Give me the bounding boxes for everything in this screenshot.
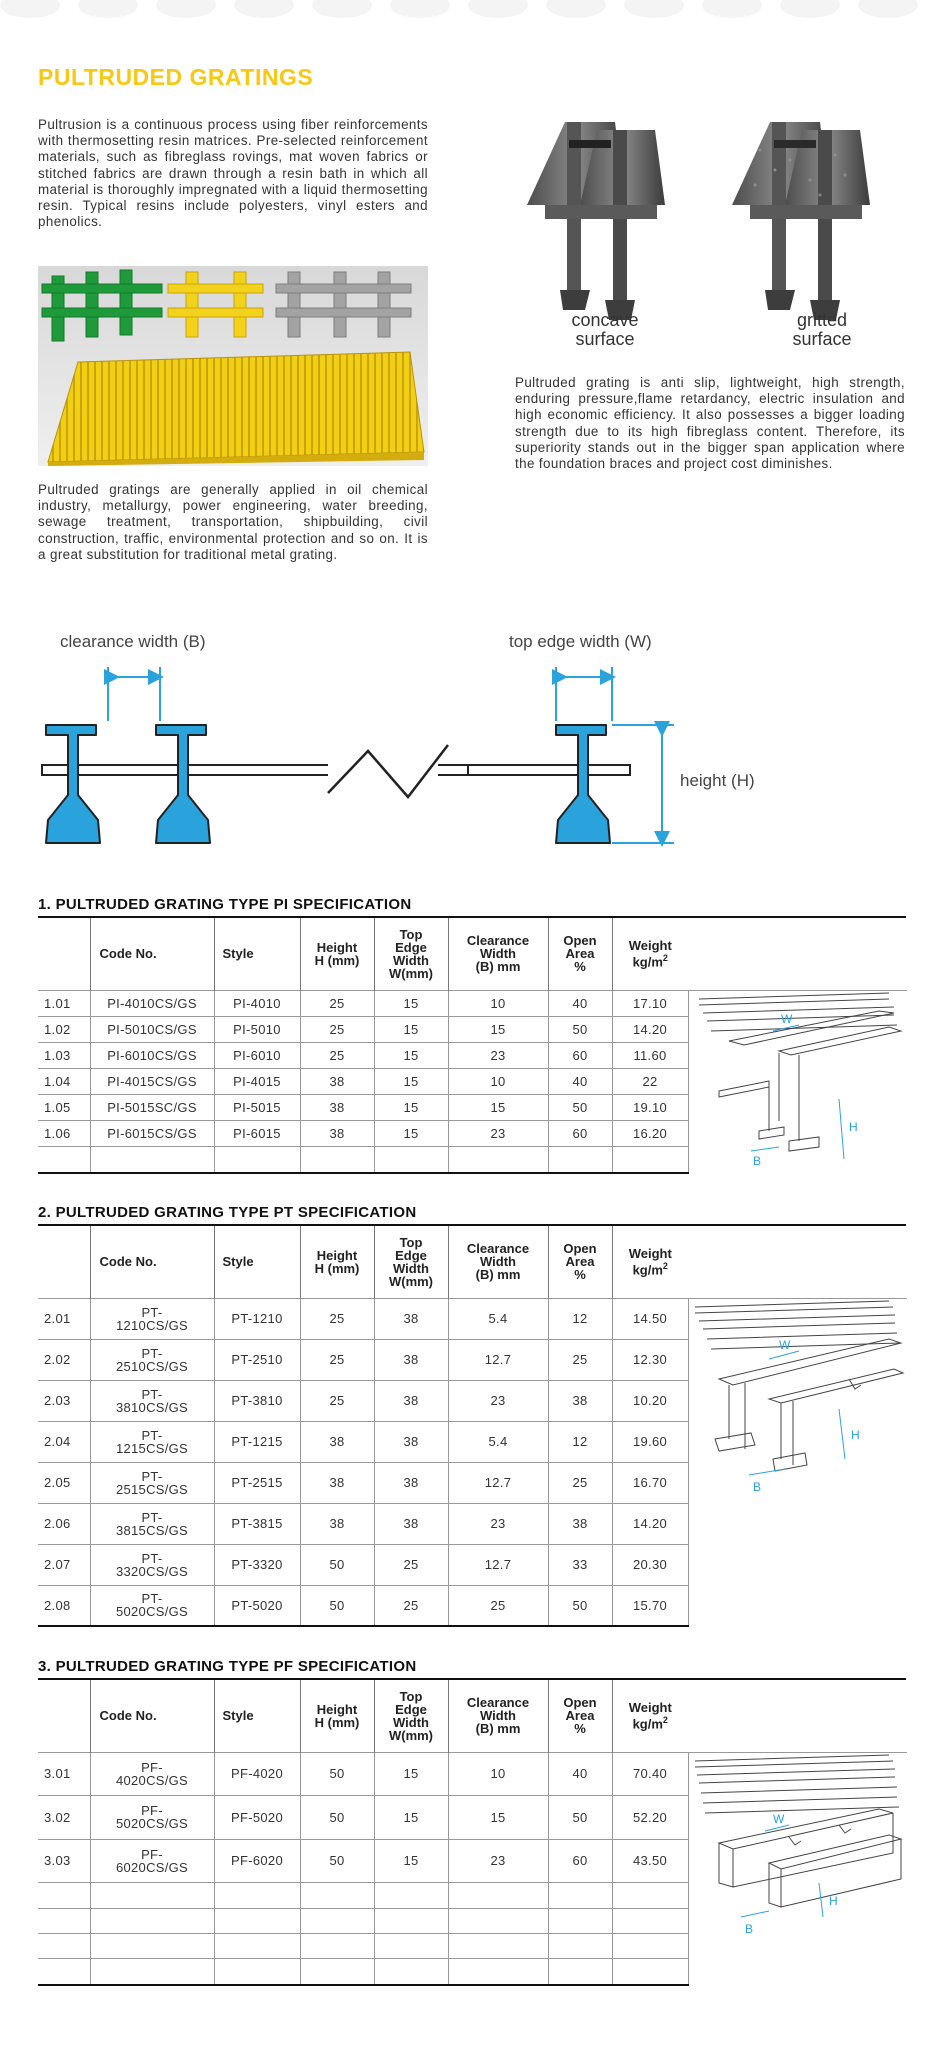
table-row: 1.04 PI-4015CS/GS PI-4015 38 15 10 40 22 [38, 1068, 907, 1094]
spec-table-pf [38, 1680, 907, 1986]
table-row: 3.03 PF- 6020CS/GS PF-6020 50 15 23 60 43.50 [38, 1839, 907, 1883]
spec-table-pt [38, 1226, 907, 1627]
header-row: Code No. Style Height H (mm) Top Edge Width W(mm) Clearance Width (B) mm Open Area % Weight $kg/m^2$ [38, 1226, 907, 1298]
table-row: 2.04 PT- 1215CS/GS PT-1215 38 38 5.4 12 19.60 [38, 1421, 907, 1462]
intro-paragraph: Pultrusion is a continuous process using fiber reinforcements with thermosetting resin matrices. Pre-selected reinforcement materials, such as fibreglass rovings, mat woven fabrics or stitched fabrics are drawn through a resin bath in which all material is thoroughly impregnated with a liquid thermosetting resin. Typical resins include polyesters, vinyl esters and phenolics. [38, 117, 428, 230]
top-decorative-strip [0, 0, 945, 22]
applications-paragraph: Pultruded gratings are generally applied in oil chemical industry, metallurgy, power engineering, water breeding, sewage treatment, transportation, shipbuilding, civil construction, traffic, environmental protection and so on. It is a great substitution for traditional metal grating. [38, 482, 428, 562]
table-row: 3.01 PF- 4020CS/GS PF-4020 50 15 10 40 70.40 W H B [38, 1752, 907, 1796]
pt-w-label: W [778, 1337, 791, 1352]
height-label: height (H) [680, 771, 755, 790]
concave-surface-label: concave surface [571, 310, 639, 349]
table-row: 1.05 PI-5015SC/GS PI-5015 38 15 15 50 19.10 [38, 1094, 907, 1120]
table-row: 1.02 PI-5010CS/GS PI-5010 25 15 15 50 14.20 [38, 1016, 907, 1042]
top-edge-width-label: top edge width (W) [509, 632, 652, 651]
spec-title-pf: 3. PULTRUDED GRATING TYPE PF SPECIFICATION [38, 1658, 417, 1675]
grating-dimension-diagram [38, 625, 778, 855]
pf-w-label: W [772, 1811, 785, 1826]
table-row: 3.02 PF- 5020CS/GS PF-5020 50 15 15 50 52.20 [38, 1796, 907, 1840]
gritted-surface-label: gritted surface [792, 310, 852, 349]
spec-table-pi [38, 918, 907, 1174]
table-row: 2.07 PT- 3320CS/GS PT-3320 50 25 12.7 33 20.30 [38, 1544, 907, 1585]
spec-title-pi: 1. PULTRUDED GRATING TYPE PI SPECIFICATION [38, 896, 412, 913]
pt-b-label: B [752, 1479, 761, 1494]
header-row: Code No. Style Height H (mm) Top Edge Width W(mm) Clearance Width (B) mm Open Area % Weight $kg/m^2$ [38, 918, 907, 990]
pf-h-label: H [828, 1893, 838, 1908]
table-row: 1.06 PI-6015CS/GS PI-6015 38 15 23 60 16.20 [38, 1120, 907, 1146]
table-row: 1.01 PI-4010CS/GS PI-4010 25 15 10 40 17.10 W H B [38, 990, 907, 1016]
features-paragraph: Pultruded grating is anti slip, lightweight, high strength, enduring pressure,flame retardancy, electric insulation and high economic efficiency. It also possesses a bigger loading strength due to its high fibreglass content. Therefore, its superiority stands out in the bigger span application where the foundation braces and project cost diminishes. [515, 375, 905, 472]
pi-w-label: W [780, 1011, 793, 1026]
table-row: 2.02 PT- 2510CS/GS PT-2510 25 38 12.7 25 12.30 [38, 1339, 907, 1380]
table-row: 2.08 PT- 5020CS/GS PT-5020 50 25 25 50 15.70 [38, 1585, 907, 1626]
pt-profile-figure [688, 1298, 907, 1626]
table-row: 2.03 PT- 3810CS/GS PT-3810 25 38 23 38 10.20 [38, 1380, 907, 1421]
table-row: 1.03 PI-6010CS/GS PI-6010 25 15 23 60 11.60 [38, 1042, 907, 1068]
table-row: 2.06 PT- 3815CS/GS PT-3815 38 38 23 38 14.20 [38, 1503, 907, 1544]
table-row: 2.05 PT- 2515CS/GS PT-2515 38 38 12.7 25 16.70 [38, 1462, 907, 1503]
pi-profile-figure [688, 990, 907, 1173]
clearance-width-label: clearance width (B) [60, 632, 206, 651]
spec-title-pt: 2. PULTRUDED GRATING TYPE PT SPECIFICATION [38, 1204, 417, 1221]
page-title: PULTRUDED GRATINGS [38, 64, 314, 90]
table-row: 2.01 PT- 1210CS/GS PT-1210 25 38 5.4 12 14.50 W H B [38, 1298, 907, 1339]
pi-h-label: H [848, 1119, 858, 1134]
pi-b-label: B [752, 1153, 761, 1168]
header-row: Code No. Style Height H (mm) Top Edge Width W(mm) Clearance Width (B) mm Open Area % Weight $kg/m^2$ [38, 1680, 907, 1752]
pt-h-label: H [850, 1427, 860, 1442]
pf-b-label: B [744, 1921, 753, 1936]
pf-profile-figure [688, 1752, 907, 1985]
grating-colors-photo [38, 266, 428, 466]
